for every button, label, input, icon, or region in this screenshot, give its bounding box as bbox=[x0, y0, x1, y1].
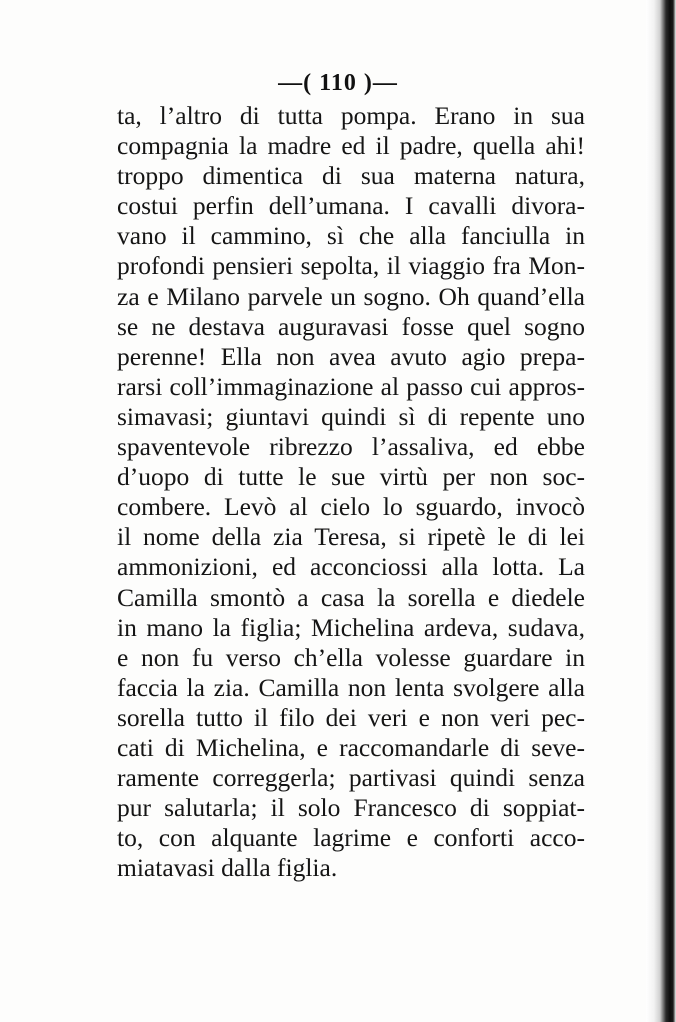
text-line-24: pur salutarla; il solo Francesco di soppiat- bbox=[117, 793, 585, 823]
text-line-7: za e Milano parvele un sogno. Oh quand’ella bbox=[117, 281, 585, 311]
text-line-10: rarsi coll’immaginazione al passo cui appros- bbox=[117, 371, 585, 401]
page-edge bbox=[646, 0, 676, 1022]
text-line-5: vano il cammino, sì che alla fanciulla in bbox=[117, 221, 585, 251]
text-line-16: ammonizioni, ed acconciossi alla lotta. La bbox=[117, 552, 585, 582]
text-line-3: troppo dimentica di sua materna natura, bbox=[117, 161, 585, 191]
text-line-8: se ne destava auguravasi fosse quel sogno bbox=[117, 311, 585, 341]
text-line-6: profondi pensieri sepolta, il viaggio fra Mon- bbox=[117, 251, 585, 281]
text-line-20: faccia la zia. Camilla non lenta svolgere alla bbox=[117, 672, 585, 702]
page-number: —( 110 )— bbox=[278, 70, 398, 96]
text-line-11: simavasi; giuntavi quindi sì di repente uno bbox=[117, 401, 585, 431]
text-line-26: miatavasi dalla figlia. bbox=[117, 853, 338, 883]
text-line-25: to, con alquante lagrime e conforti acco- bbox=[117, 823, 585, 853]
text-line-15: il nome della zia Teresa, si ripetè le di lei bbox=[117, 522, 585, 552]
text-line-23: ramente correggerla; partivasi quindi senza bbox=[117, 763, 585, 793]
text-line-2: compagnia la madre ed il padre, quella ahi! bbox=[117, 131, 585, 161]
body-text bbox=[117, 101, 585, 883]
text-line-1: ta, l’altro di tutta pompa. Erano in sua bbox=[117, 101, 585, 130]
text-line-12: spaventevole ribrezzo l’assaliva, ed ebbe bbox=[117, 432, 585, 462]
text-line-14: combere. Levò al cielo lo sguardo, invocò bbox=[117, 492, 585, 522]
text-line-19: e non fu verso ch’ella volesse guardare in bbox=[117, 642, 585, 672]
text-line-22: cati di Michelina, e raccomandarle di seve- bbox=[117, 732, 585, 762]
text-line-18: in mano la figlia; Michelina ardeva, sudava, bbox=[117, 612, 585, 642]
text-line-13: d’uopo di tutte le sue virtù per non soc- bbox=[117, 462, 585, 492]
text-line-9: perenne! Ella non avea avuto agio prepa- bbox=[117, 341, 585, 371]
text-line-4: costui perfin dell’umana. I cavalli divora- bbox=[117, 191, 585, 221]
text-line-21: sorella tutto il filo dei veri e non veri pec- bbox=[117, 702, 585, 732]
text-line-17: Camilla smontò a casa la sorella e diedele bbox=[117, 582, 585, 612]
